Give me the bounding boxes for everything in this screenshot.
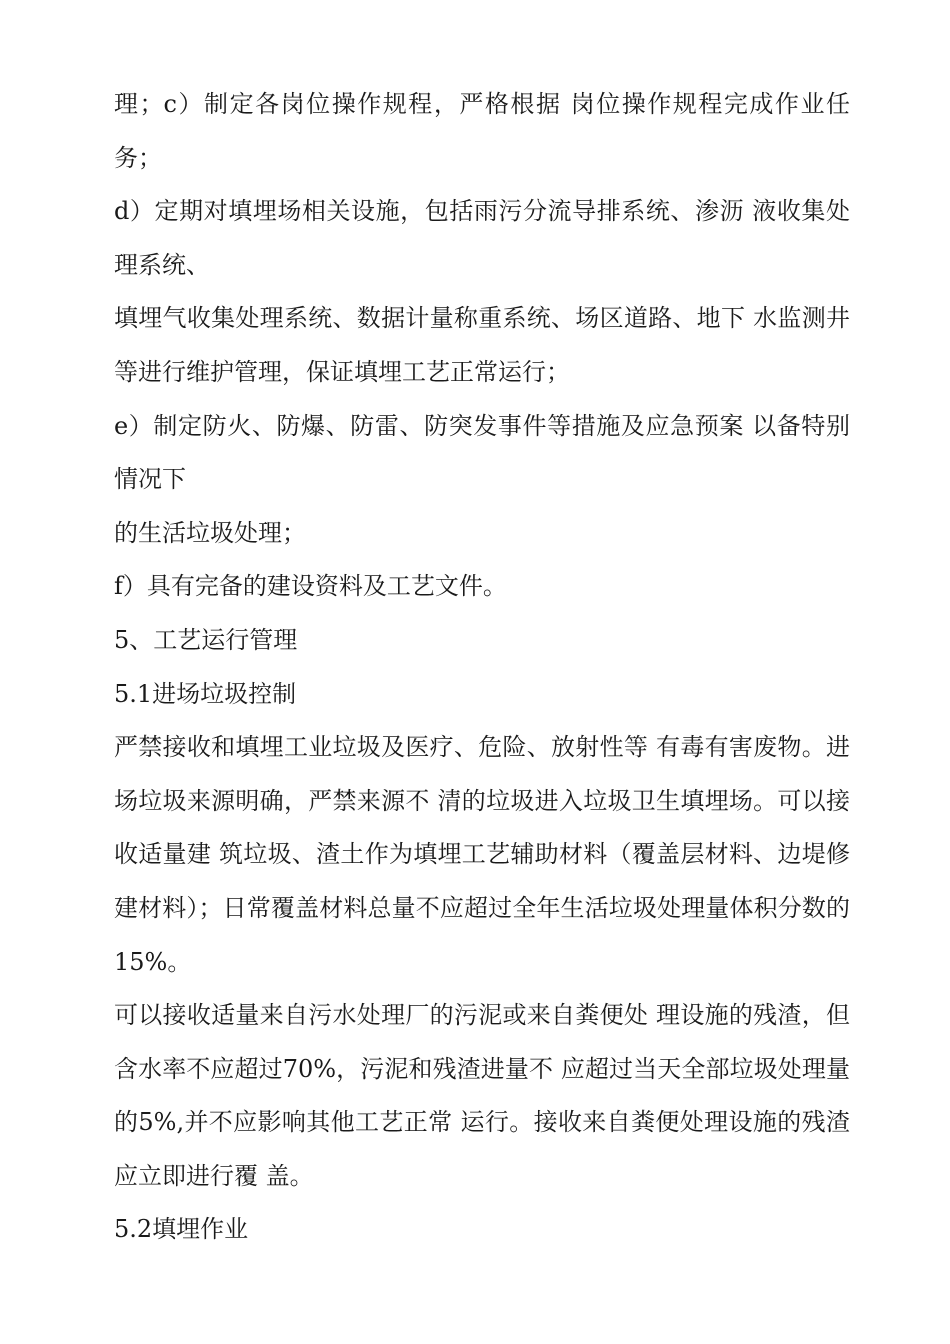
paragraph-facility-list: 填埋气收集处理系统、数据计量称重系统、场区道路、地下 水监测井等进行维护管理，保证填埋工艺正常运行；: [114, 304, 850, 386]
paragraph-documentation: f）具有完备的建设资料及工艺文件。: [114, 572, 507, 601]
paragraph-prohibited-waste: 严禁接收和填埋工业垃圾及医疗、危险、放射性等 有毒有害废物。进场垃圾来源明确，严禁来源不 清的垃圾进入垃圾卫生填埋场。可以接收适量建 筑垃圾、渣土作为填埋工艺辅助材料（覆盖层材料、边堤修 建材料）；日常覆盖材料总量不应超过全年生活垃圾处理量体积分数的15%。: [114, 733, 850, 976]
document-body: [114, 78, 850, 1257]
subsection-heading-landfill-operation: 5.2填埋作业: [114, 1215, 249, 1244]
paragraph-sludge-acceptance: 可以接收适量来自污水处理厂的污泥或来自粪便处 理设施的残渣，但含水率不应超过70%，污泥和残渣进量不 应超过当天全部垃圾处理量的5%,并不应影响其他工艺正常 运行。接收来自粪便处理设施的残渣应立即进行覆 盖。: [114, 1001, 850, 1190]
paragraph-waste-handling: 的生活垃圾处理；: [114, 518, 306, 547]
section-heading-process-management: 5、工艺运行管理: [114, 625, 298, 654]
paragraph-emergency-plan: e）制定防火、防爆、防雷、防突发事件等措施及应急预案 以备特别情况下: [114, 411, 850, 494]
paragraph-facility-maintenance: d）定期对填埋场相关设施，包括雨污分流导排系统、渗沥 液收集处理系统、: [114, 197, 850, 279]
paragraph-operating-rules: 理；c）制定各岗位操作规程，严格根据 岗位操作规程完成作业任务；: [114, 90, 850, 172]
subsection-heading-incoming-waste: 5.1进场垃圾控制: [114, 679, 297, 708]
